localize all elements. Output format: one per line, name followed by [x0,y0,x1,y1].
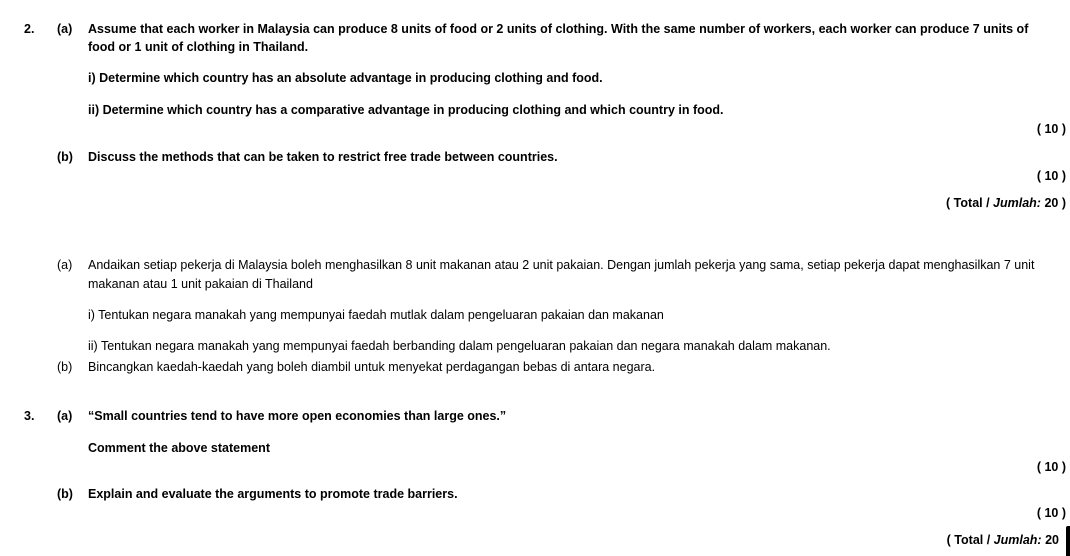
q3-total [947,532,1059,548]
q3-part-b-label: (b) [57,487,73,501]
question-3-number: 3. [24,409,35,423]
q3-part-a-comment: Comment the above statement [88,441,270,455]
q3-part-a-marks: ( 10 ) [1036,460,1066,474]
q2-total-suffix: 20 ) [1040,196,1066,210]
q3-part-a-quote: “Small countries tend to have more open economies than large ones.” [88,409,507,423]
q2-part-b-text: Discuss the methods that can be taken to restrict free trade between countries. [88,150,558,164]
q2-total-jumlah: Jumlah: [993,196,1041,210]
q3-total-suffix: 20 [1041,533,1059,547]
question-2-number: 2. [24,22,35,36]
q3-part-b-marks: ( 10 ) [1036,506,1066,520]
q3-part-b-text: Explain and evaluate the arguments to promote trade barriers. [88,487,458,501]
q2-part-a-text-line1: Assume that each worker in Malaysia can produce 8 units of food or 2 units of clothing. With the same number of workers, each worker can produce 7 units of [88,22,1029,36]
q3-total-jumlah: Jumlah: [993,533,1042,547]
q2-part-b-label: (b) [57,150,73,164]
q2-total-prefix: ( Total / [946,196,994,210]
q2-malay-part-a-line1: Andaikan setiap pekerja di Malaysia boleh menghasilkan 8 unit makanan atau 2 unit pakaian. Dengan jumlah pekerja yang sama, setiap pekerja dapat menghasilkan 7 unit [88,258,1035,272]
q2-part-a-text-line2: food or 1 unit of clothing in Thailand. [88,40,309,54]
q2-malay-part-b-label: (b) [57,360,73,374]
q3-part-a-label: (a) [57,409,73,423]
q2-part-a-i: i) Determine which country has an absolute advantage in producing clothing and food. [88,71,603,85]
q2-malay-part-a-line2: makanan atau 1 unit pakaian di Thailand [88,277,313,291]
q2-malay-part-a-ii: ii) Tentukan negara manakah yang mempunyai faedah berbanding dalam pengeluaran pakaian dan negara manakah dalam makanan. [88,339,831,353]
scrollbar-thumb[interactable] [1066,526,1070,556]
q2-total [946,195,1066,211]
q2-part-b-marks: ( 10 ) [1036,169,1066,183]
q2-malay-part-b-text: Bincangkan kaedah-kaedah yang boleh diambil untuk menyekat perdagangan bebas di antara negara. [88,360,656,374]
q2-malay-part-a-label: (a) [57,258,73,272]
q2-part-a-marks: ( 10 ) [1036,122,1066,136]
q3-total-prefix: ( Total / [946,533,994,547]
q2-part-a-ii: ii) Determine which country has a comparative advantage in producing clothing and which country in food. [88,103,724,117]
q2-malay-part-a-i: i) Tentukan negara manakah yang mempunyai faedah mutlak dalam pengeluaran pakaian dan makanan [88,308,664,322]
q2-part-a-label: (a) [57,22,73,36]
